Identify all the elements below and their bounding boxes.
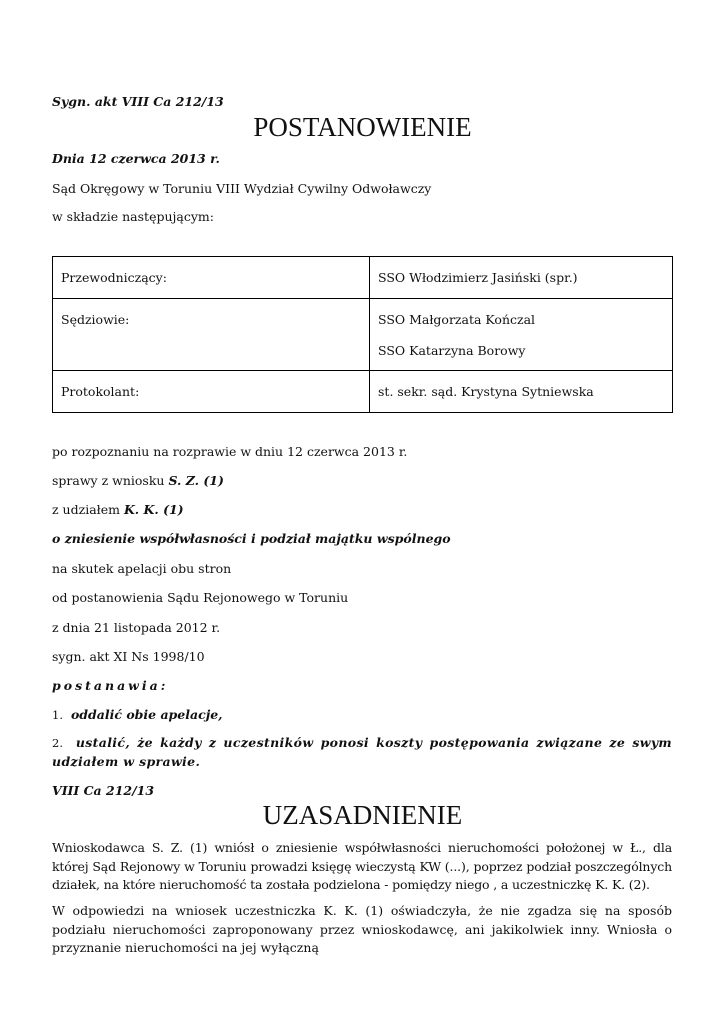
document-title: POSTANOWIENIE <box>253 112 472 142</box>
role-cell: Sędziowie: <box>53 299 370 371</box>
court-composition-table <box>52 256 673 413</box>
table-row <box>53 257 673 299</box>
justification-paragraph: Wnioskodawca S. Z. (1) wniósł o zniesienie współwłasności nieruchomości położonej w Ł., dla której Sąd Rejonowy w Toruniu prowadzi księgę wieczystą KW (...), poprzez podział poszczególnych działek, na które nieruchomość ta została podzielona - pomiędzy niego , a uczestniczkę K. K. (2). <box>52 840 672 892</box>
role-cell: Protokolant: <box>53 371 370 413</box>
participant-line: z udziałem K. K. (1) <box>52 502 184 517</box>
names-cell: st. sekr. sąd. Krystyna Sytniewska <box>370 371 673 413</box>
justification-signature: VIII Ca 212/13 <box>52 783 155 798</box>
lower-court: od postanowienia Sądu Rejonowego w Toruniu <box>52 590 349 605</box>
ruling-item <box>52 734 672 771</box>
hearing-info: po rozpoznaniu na rozprawie w dniu 12 czerwca 2013 r. <box>52 444 408 459</box>
ruling-number: 1. <box>52 708 63 722</box>
decides-heading: postanawia: <box>52 678 169 693</box>
composition-intro: w składzie następującym: <box>52 209 214 224</box>
appeal-info: na skutek apelacji obu stron <box>52 561 232 576</box>
names-cell: SSO Włodzimierz Jasiński (spr.) <box>370 257 673 299</box>
case-subject: o zniesienie współwłasności i podział majątku wspólnego <box>52 531 451 546</box>
ruling-text: ustalić, że każdy z uczestników ponosi koszty postępowania związane ze swym udziałem w sprawie. <box>52 735 673 769</box>
table-row <box>53 299 673 371</box>
applicant-line: sprawy z wniosku S. Z. (1) <box>52 473 224 488</box>
lower-court-date: z dnia 21 listopada 2012 r. <box>52 620 221 635</box>
ruling-number: 2. <box>52 736 63 750</box>
names-cell: SSO Małgorzata Kończal SSO Katarzyna Borowy <box>370 299 673 371</box>
applicant-name: S. Z. (1) <box>168 473 224 488</box>
participant-name: K. K. (1) <box>123 502 184 517</box>
case-signature: Sygn. akt VIII Ca 212/13 <box>52 94 224 109</box>
ruling-item <box>52 707 223 723</box>
justification-paragraph: W odpowiedzi na wniosek uczestniczka K. K. (1) oświadczyła, że nie zgadza się na sposób podziału nieruchomości zaproponowany przez wnioskodawcę, ani jakikolwiek inny. Wniosła o przyznanie nieruchomości na jej wyłączną <box>52 903 672 955</box>
role-cell: Przewodniczący: <box>53 257 370 299</box>
court-name: Sąd Okręgowy w Toruniu VIII Wydział Cywilny Odwoławczy <box>52 181 432 196</box>
lower-court-signature: sygn. akt XI Ns 1998/10 <box>52 649 205 664</box>
justification-title: UZASADNIENIE <box>262 800 463 830</box>
table-row <box>53 371 673 413</box>
decision-date: Dnia 12 czerwca 2013 r. <box>52 151 220 166</box>
ruling-text: oddalić obie apelacje, <box>70 707 223 722</box>
